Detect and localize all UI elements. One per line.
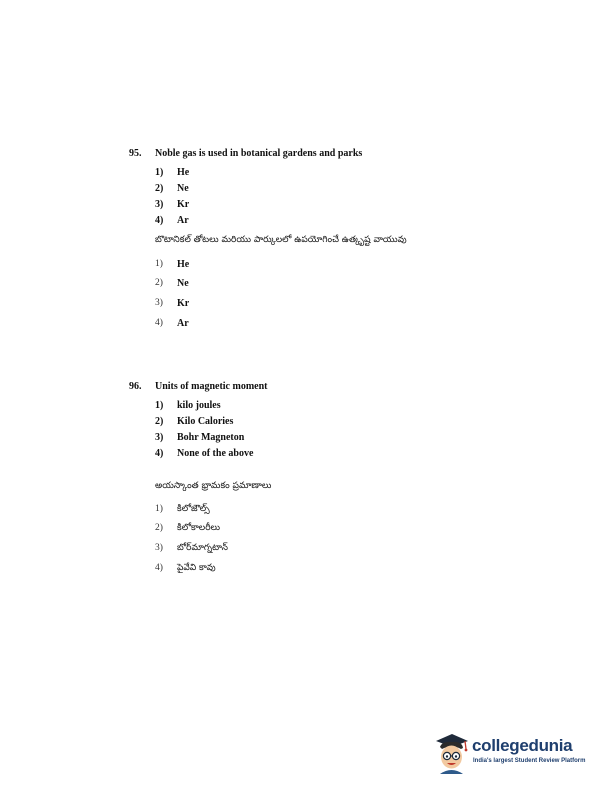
option-text: పైవేవి కావు <box>177 563 216 573</box>
option-number: 4) <box>155 448 164 459</box>
option-number: 2) <box>155 416 164 427</box>
option-text: Ar <box>177 318 189 329</box>
option-text: He <box>177 167 190 178</box>
option-text: Ne <box>177 183 189 194</box>
question-number: 95. <box>129 148 142 159</box>
option-number: 1) <box>155 259 163 269</box>
option-text: బోర్‌మాగ్నటాన్ <box>177 543 228 553</box>
option-number: 4) <box>155 563 163 573</box>
brand-tagline: India's largest Student Review Platform <box>473 758 586 764</box>
collegedunia-logo <box>432 730 586 776</box>
option-number: 3) <box>155 543 163 553</box>
option-number: 2) <box>155 523 163 533</box>
option-text: కిలోజౌల్స్ <box>177 504 210 514</box>
option-number: 1) <box>155 400 164 411</box>
option-text: Kr <box>177 199 190 210</box>
option-text: None of the above <box>177 448 254 459</box>
option-number: 4) <box>155 318 163 328</box>
question-number: 96. <box>129 381 142 392</box>
option-number: 1) <box>155 167 164 178</box>
option-text: Ne <box>177 278 189 289</box>
option-text: Bohr Magneton <box>177 432 245 443</box>
option-number: 1) <box>155 504 163 514</box>
option-text: Ar <box>177 215 189 226</box>
option-number: 3) <box>155 432 164 443</box>
brand-name: collegedunia <box>472 736 573 755</box>
option-number: 3) <box>155 298 163 308</box>
option-text: kilo joules <box>177 400 221 411</box>
option-number: 3) <box>155 199 164 210</box>
option-text: He <box>177 259 190 270</box>
option-number: 2) <box>155 278 163 288</box>
question-text-telugu: అయస్కాంత భ్రామకం ప్రమాణాలు <box>155 481 272 491</box>
question-text: Units of magnetic moment <box>155 381 268 392</box>
question-text-telugu: బొటానికల్ తోటలు మరియు పార్కులలో ఉపయోగించే ఉత్కృష్ట వాయువు <box>155 235 407 245</box>
option-text: Kilo Calories <box>177 416 234 427</box>
option-text: Kr <box>177 298 190 309</box>
question-text: Noble gas is used in botanical gardens and parks <box>155 148 363 159</box>
option-number: 4) <box>155 215 164 226</box>
mascot-icon <box>432 732 470 774</box>
option-number: 2) <box>155 183 164 194</box>
option-text: కిలోకాలరీలు <box>177 523 221 533</box>
